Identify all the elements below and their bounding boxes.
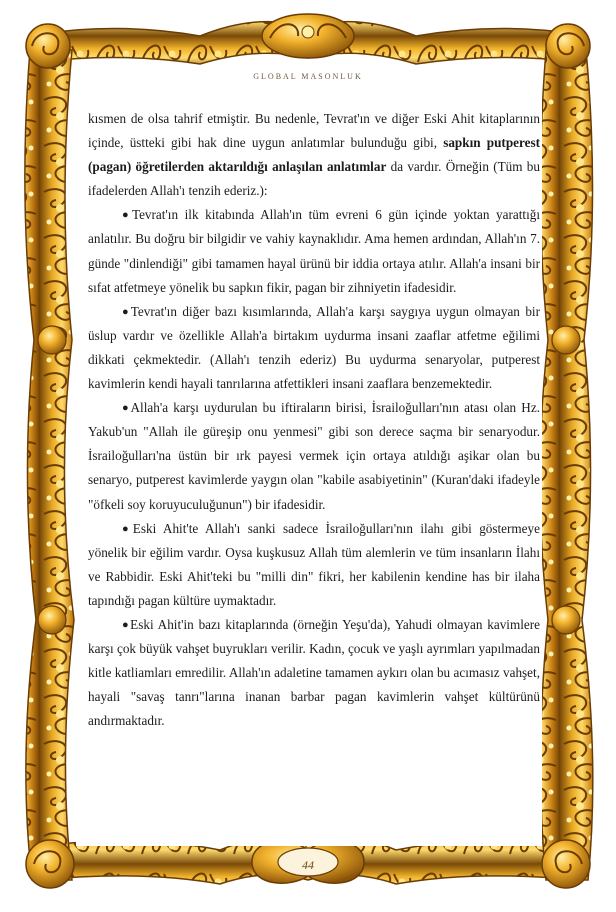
paragraph-text: Eski Ahit'in bazı kitaplarında (örneğin Yeşu'da), Yahudi olmayan kavimlere karşı çok büyük vahşet buyrukları verilir. Kadın, çocuk ve yaşlı ayrımları yapılmadan kitle katliamları emredilir. Allah'ın adaletine tamamen aykırı olan bu acımasız vahşet, hayali "savaş tanrı"larına inanan barbar pagan kavimlerin vahşet kültürünü andırmaktadır. — [88, 616, 540, 729]
paragraph-text: Tevrat'ın ilk kitabında Allah'ın tüm evreni 6 gün içinde yoktan yarattığı anlatılır. Bu doğru bir bilgidir ve vahiy kaynaklıdır. Ama hemen ardından, Allah'ın 7. günde "dinlendiği" gibi tamamen hayal ürünü bir iddia ortaya atılır. Allah'a insani bir sıfat atfetmeye yönelik bu sapkın fikir, pagan bir zihniyetin ifadesidir. — [88, 207, 540, 295]
paragraph-text: Eski Ahit'te Allah'ı sanki sadece İsrailoğulları'nın ilahı gibi göstermeye yönelik bir eğilim vardır. Oysa kuşkusuz Allah tüm alemlerin ve tüm insanların İlahı ve Rabbidir. Eski Ahit'teki bu "milli din" fikri, her kabilenin kendine has bir ilaha tapındığı pagan kültüre uymaktadır. — [88, 520, 540, 608]
paragraph-text: da vardır. Örneğin (Tüm bu ifadelerden Allah'ı tenzih ederiz.): — [88, 159, 540, 199]
bullet-icon: ● — [122, 209, 132, 222]
paragraph-text: Tevrat'ın diğer bazı kısımlarında, Allah'a karşı saygıya uygun olmayan bir üslup vardır ve özellikle Allah'a birtakım uydurma insani zaaflar atfetme eğilimi dikkati çekmektedir. (Allah'ı tenzih ederiz) Bu uydurma senaryolar, putperest kavimlerin kendi hayali tanrılarına atfettikleri insani zaaflara benzemektedir. — [88, 303, 540, 392]
page-number: 44 — [302, 858, 314, 872]
paragraph-intro — [88, 107, 540, 203]
bullet-icon: ● — [122, 305, 131, 318]
bullet-icon: ● — [122, 618, 131, 631]
running-header: GLOBAL MASONLUK — [253, 72, 363, 81]
bullet-icon: ● — [122, 522, 133, 535]
bullet-paragraph — [88, 517, 540, 613]
bullet-paragraph — [88, 203, 540, 299]
bullet-paragraph — [88, 300, 540, 396]
emphasized-text: sapkın putperest (pagan) öğretilerden aktarıldığı anlaşılan anlatımlar — [88, 135, 540, 175]
bullet-icon: ● — [122, 402, 131, 415]
paragraph-text: kısmen de olsa tahrif etmiştir. Bu nedenle, Tevrat'ın ve diğer Eski Ahit kitaplarının içinde, üstteki gibi hak dine uygun anlatımlar bulunduğu gibi, — [88, 111, 540, 151]
bullet-paragraph — [88, 396, 540, 516]
body-text — [88, 107, 540, 733]
bullet-paragraph — [88, 613, 540, 733]
paragraph-text: Allah'a karşı uydurulan bu iftiraların birisi, İsrailoğulları'nın atası olan Hz. Yakub'un "Allah ile güreşip onu yenmesi" gibi son derece saçma bir senaryodur. İsrailoğulları'na üstün bir ırk payesi vermek için ortaya atıldığı aşikar olan bu senaryo, putperest kavimlerde yaygın olan "kabile asabiyetinin" (Kuran'daki ifadeyle "öfkeli soy koruyuculuğunun") bir ifadesidir. — [88, 400, 540, 512]
